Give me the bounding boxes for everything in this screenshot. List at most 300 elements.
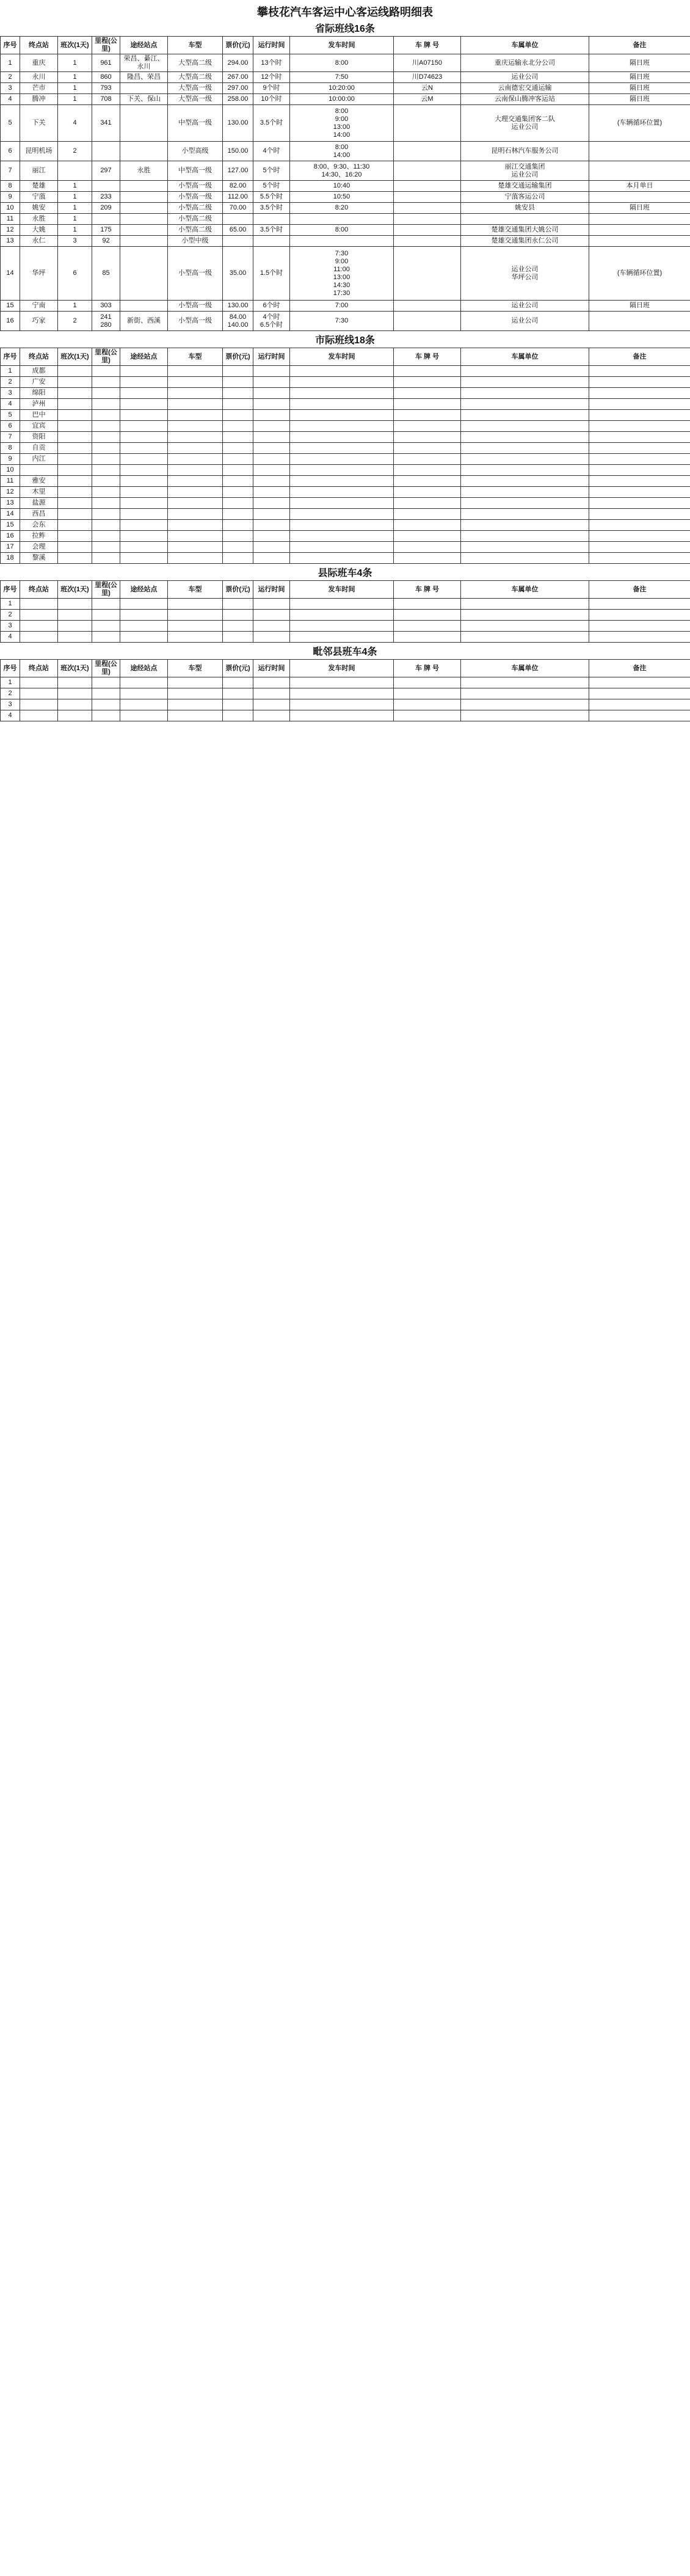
column-header: 车属单位 [461, 37, 589, 54]
cell-type [168, 599, 223, 610]
cell-type [168, 465, 223, 476]
cell-freq [58, 621, 92, 632]
column-header: 序号 [1, 660, 20, 677]
cell-plate [394, 509, 461, 520]
cell-type: 小型高一级 [168, 192, 223, 203]
cell-time [253, 542, 290, 553]
cell-fare: 267.00 [223, 72, 253, 83]
cell-km: 233 [92, 192, 120, 203]
cell-type [168, 410, 223, 421]
cell-km [92, 621, 120, 632]
cell-depart [290, 688, 394, 699]
cell-no: 8 [1, 181, 20, 192]
cell-freq: 1 [58, 94, 92, 105]
cell-freq [58, 520, 92, 531]
cell-time [253, 677, 290, 688]
cell-km: 297 [92, 161, 120, 181]
cell-time [253, 610, 290, 621]
cell-depart [290, 432, 394, 443]
cell-no: 18 [1, 553, 20, 564]
cell-plate [394, 421, 461, 432]
cell-dest: 芒市 [20, 83, 58, 94]
table-row [1, 388, 690, 399]
cell-plate [394, 366, 461, 377]
column-header: 里程(公里) [92, 348, 120, 366]
cell-owner [461, 366, 589, 377]
cell-dest: 永仁 [20, 236, 58, 247]
cell-time [253, 632, 290, 643]
column-header: 序号 [1, 348, 20, 366]
cell-freq: 1 [58, 225, 92, 236]
cell-freq [58, 599, 92, 610]
cell-depart: 10:20:00 [290, 83, 394, 94]
cell-freq [58, 677, 92, 688]
cell-remark [589, 142, 690, 161]
route-table [0, 659, 690, 721]
cell-no: 5 [1, 105, 20, 142]
cell-owner [461, 388, 589, 399]
cell-type [168, 699, 223, 710]
cell-owner [461, 710, 589, 721]
cell-dest: 会理 [20, 542, 58, 553]
cell-via [120, 487, 168, 498]
cell-freq [58, 432, 92, 443]
table-row [1, 105, 690, 142]
cell-freq [58, 632, 92, 643]
column-header: 途经站点 [120, 348, 168, 366]
cell-remark [589, 192, 690, 203]
cell-freq [58, 421, 92, 432]
table-row [1, 214, 690, 225]
cell-fare: 70.00 [223, 203, 253, 214]
cell-via [120, 105, 168, 142]
cell-time [253, 410, 290, 421]
cell-no: 7 [1, 432, 20, 443]
cell-remark: 隔日班 [589, 94, 690, 105]
cell-dest: 姚安 [20, 203, 58, 214]
cell-depart: 7:50 [290, 72, 394, 83]
table-row [1, 301, 690, 312]
cell-time: 10个时 [253, 94, 290, 105]
cell-remark [589, 214, 690, 225]
cell-remark [589, 161, 690, 181]
cell-depart [290, 476, 394, 487]
cell-dest: 黎溪 [20, 553, 58, 564]
table-row [1, 710, 690, 721]
cell-type [168, 366, 223, 377]
cell-via [120, 542, 168, 553]
section-title: 市际班线18条 [315, 335, 375, 346]
cell-time [253, 454, 290, 465]
column-header: 发车时间 [290, 581, 394, 599]
cell-remark [589, 388, 690, 399]
cell-time [253, 377, 290, 388]
cell-via [120, 377, 168, 388]
cell-dest: 泸州 [20, 399, 58, 410]
cell-no: 15 [1, 520, 20, 531]
cell-freq [58, 454, 92, 465]
cell-km [92, 476, 120, 487]
cell-freq [58, 443, 92, 454]
cell-depart: 10:40 [290, 181, 394, 192]
table-header-row [1, 581, 690, 599]
sections-container [0, 21, 690, 721]
cell-type: 小型高一级 [168, 181, 223, 192]
cell-time: 3.5个时 [253, 105, 290, 142]
cell-no: 1 [1, 677, 20, 688]
table-row [1, 377, 690, 388]
cell-plate [394, 531, 461, 542]
cell-plate [394, 621, 461, 632]
cell-via [120, 498, 168, 509]
cell-depart [290, 632, 394, 643]
cell-remark [589, 476, 690, 487]
cell-freq [58, 531, 92, 542]
cell-no: 10 [1, 465, 20, 476]
cell-km: 175 [92, 225, 120, 236]
cell-no: 7 [1, 161, 20, 181]
cell-freq: 1 [58, 181, 92, 192]
cell-no: 2 [1, 610, 20, 621]
cell-owner [461, 487, 589, 498]
cell-type: 中型高一级 [168, 161, 223, 181]
cell-plate [394, 181, 461, 192]
cell-time [253, 399, 290, 410]
column-header: 终点站 [20, 348, 58, 366]
cell-fare [223, 531, 253, 542]
cell-remark: 隔日班 [589, 301, 690, 312]
cell-remark [589, 377, 690, 388]
cell-fare [223, 388, 253, 399]
cell-plate [394, 610, 461, 621]
cell-depart [290, 487, 394, 498]
cell-via [120, 476, 168, 487]
cell-via [120, 688, 168, 699]
cell-depart: 8:00、9:30、11:30 14:30、16:20 [290, 161, 394, 181]
cell-dest: 雅安 [20, 476, 58, 487]
cell-fare [223, 366, 253, 377]
cell-freq: 1 [58, 83, 92, 94]
cell-depart [290, 421, 394, 432]
cell-owner [461, 599, 589, 610]
cell-freq [58, 161, 92, 181]
cell-dest: 拉鲊 [20, 531, 58, 542]
column-header: 途经站点 [120, 660, 168, 677]
cell-plate: 川D74623 [394, 72, 461, 83]
cell-plate [394, 388, 461, 399]
column-header: 途经站点 [120, 37, 168, 54]
cell-time: 13个时 [253, 54, 290, 72]
cell-fare [223, 599, 253, 610]
cell-type: 大型高二级 [168, 72, 223, 83]
cell-km [92, 531, 120, 542]
table-row [1, 688, 690, 699]
table-row [1, 312, 690, 331]
cell-dest: 会东 [20, 520, 58, 531]
cell-type [168, 520, 223, 531]
table-row [1, 247, 690, 301]
cell-km: 860 [92, 72, 120, 83]
cell-dest: 昆明机场 [20, 142, 58, 161]
cell-remark [589, 688, 690, 699]
cell-depart [290, 599, 394, 610]
cell-dest: 内江 [20, 454, 58, 465]
cell-via: 下关、保山 [120, 94, 168, 105]
cell-dest [20, 688, 58, 699]
cell-depart [290, 509, 394, 520]
cell-plate [394, 236, 461, 247]
cell-depart [290, 677, 394, 688]
cell-km [92, 366, 120, 377]
column-header: 班次(1天) [58, 348, 92, 366]
cell-type [168, 487, 223, 498]
cell-remark [589, 366, 690, 377]
table-row [1, 699, 690, 710]
table-row [1, 632, 690, 643]
cell-km [92, 142, 120, 161]
cell-no: 3 [1, 621, 20, 632]
cell-depart: 10:00:00 [290, 94, 394, 105]
cell-type: 大型高一级 [168, 83, 223, 94]
cell-remark: (车辆循环位置) [589, 105, 690, 142]
cell-fare: 127.00 [223, 161, 253, 181]
cell-depart [290, 553, 394, 564]
column-header: 车属单位 [461, 348, 589, 366]
cell-via [120, 225, 168, 236]
cell-freq [58, 610, 92, 621]
table-row [1, 454, 690, 465]
cell-plate [394, 432, 461, 443]
cell-type [168, 443, 223, 454]
cell-remark [589, 399, 690, 410]
cell-time [253, 621, 290, 632]
cell-km: 341 [92, 105, 120, 142]
cell-owner [461, 632, 589, 643]
cell-type: 中型高一级 [168, 105, 223, 142]
cell-no: 12 [1, 487, 20, 498]
cell-fare [223, 476, 253, 487]
cell-dest: 楚雄 [20, 181, 58, 192]
cell-owner [461, 432, 589, 443]
cell-km: 209 [92, 203, 120, 214]
cell-via [120, 699, 168, 710]
cell-owner [461, 443, 589, 454]
cell-type [168, 553, 223, 564]
column-header: 车属单位 [461, 660, 589, 677]
cell-plate [394, 142, 461, 161]
column-header: 里程(公里) [92, 581, 120, 599]
cell-fare: 150.00 [223, 142, 253, 161]
column-header: 运行时间 [253, 581, 290, 599]
cell-via [120, 192, 168, 203]
cell-fare [223, 399, 253, 410]
cell-owner: 运业公司 [461, 301, 589, 312]
cell-km [92, 399, 120, 410]
cell-time [253, 699, 290, 710]
cell-dest [20, 610, 58, 621]
cell-dest [20, 710, 58, 721]
cell-via [120, 181, 168, 192]
cell-freq [58, 388, 92, 399]
cell-plate [394, 688, 461, 699]
cell-owner [461, 542, 589, 553]
cell-time [253, 487, 290, 498]
cell-depart [290, 443, 394, 454]
cell-km [92, 388, 120, 399]
cell-remark [589, 432, 690, 443]
cell-dest [20, 699, 58, 710]
cell-fare [223, 214, 253, 225]
cell-owner [461, 476, 589, 487]
cell-type [168, 632, 223, 643]
cell-freq [58, 509, 92, 520]
cell-no: 3 [1, 83, 20, 94]
cell-depart [290, 410, 394, 421]
table-row [1, 542, 690, 553]
table-row [1, 599, 690, 610]
cell-dest: 巴中 [20, 410, 58, 421]
cell-no: 4 [1, 94, 20, 105]
cell-depart [290, 531, 394, 542]
cell-km [92, 520, 120, 531]
cell-plate [394, 301, 461, 312]
cell-time [253, 531, 290, 542]
cell-owner: 姚安县 [461, 203, 589, 214]
column-header: 班次(1天) [58, 660, 92, 677]
cell-fare [223, 677, 253, 688]
cell-time: 1.5个时 [253, 247, 290, 301]
cell-freq [58, 410, 92, 421]
cell-fare: 82.00 [223, 181, 253, 192]
column-header: 班次(1天) [58, 37, 92, 54]
cell-via [120, 710, 168, 721]
cell-owner [461, 699, 589, 710]
cell-owner [461, 377, 589, 388]
table-row [1, 487, 690, 498]
cell-type: 大型高二级 [168, 54, 223, 72]
cell-depart [290, 699, 394, 710]
cell-via [120, 454, 168, 465]
cell-via [120, 236, 168, 247]
cell-km [92, 688, 120, 699]
cell-via [120, 553, 168, 564]
cell-remark [589, 421, 690, 432]
cell-remark [589, 599, 690, 610]
cell-plate [394, 487, 461, 498]
cell-plate [394, 377, 461, 388]
column-header: 途经站点 [120, 581, 168, 599]
cell-freq: 1 [58, 54, 92, 72]
cell-type [168, 710, 223, 721]
cell-freq [58, 476, 92, 487]
column-header: 车型 [168, 581, 223, 599]
cell-owner: 楚雄交通运输集团 [461, 181, 589, 192]
cell-plate [394, 312, 461, 331]
cell-dest: 华坪 [20, 247, 58, 301]
column-header: 发车时间 [290, 37, 394, 54]
cell-via [120, 301, 168, 312]
cell-plate [394, 498, 461, 509]
cell-dest: 西昌 [20, 509, 58, 520]
column-header: 运行时间 [253, 37, 290, 54]
cell-time [253, 465, 290, 476]
cell-dest: 宁南 [20, 301, 58, 312]
cell-time [253, 509, 290, 520]
cell-time [253, 432, 290, 443]
cell-time [253, 599, 290, 610]
cell-via [120, 83, 168, 94]
table-row [1, 142, 690, 161]
cell-depart [290, 399, 394, 410]
cell-owner: 丽江交通集团 运业公司 [461, 161, 589, 181]
cell-plate [394, 161, 461, 181]
cell-remark [589, 509, 690, 520]
cell-freq: 1 [58, 192, 92, 203]
cell-type [168, 542, 223, 553]
column-header: 车型 [168, 660, 223, 677]
cell-owner [461, 421, 589, 432]
cell-depart [290, 610, 394, 621]
cell-depart [290, 388, 394, 399]
cell-freq: 1 [58, 203, 92, 214]
cell-via [120, 142, 168, 161]
cell-time: 5个时 [253, 161, 290, 181]
cell-km: 793 [92, 83, 120, 94]
cell-plate [394, 105, 461, 142]
table-row [1, 225, 690, 236]
cell-type [168, 399, 223, 410]
cell-type: 大型高一级 [168, 94, 223, 105]
cell-owner [461, 410, 589, 421]
table-row [1, 553, 690, 564]
cell-no: 4 [1, 710, 20, 721]
cell-fare: 258.00 [223, 94, 253, 105]
cell-no: 13 [1, 236, 20, 247]
cell-dest: 腾冲 [20, 94, 58, 105]
table-row [1, 520, 690, 531]
cell-via: 荣昌、綦江、永川 [120, 54, 168, 72]
cell-plate [394, 214, 461, 225]
column-header: 车型 [168, 37, 223, 54]
cell-plate [394, 710, 461, 721]
section-title: 县际班车4条 [318, 568, 372, 578]
cell-freq: 6 [58, 247, 92, 301]
table-row [1, 432, 690, 443]
cell-time: 5.5个时 [253, 192, 290, 203]
cell-time [253, 553, 290, 564]
cell-plate [394, 399, 461, 410]
cell-plate [394, 553, 461, 564]
column-header: 备注 [589, 37, 690, 54]
cell-type: 小型高二级 [168, 203, 223, 214]
cell-remark [589, 699, 690, 710]
cell-via: 永胜 [120, 161, 168, 181]
cell-plate [394, 476, 461, 487]
cell-depart: 10:50 [290, 192, 394, 203]
cell-owner: 重庆运输永北分公司 [461, 54, 589, 72]
cell-dest: 宜宾 [20, 421, 58, 432]
cell-remark [589, 710, 690, 721]
cell-plate [394, 454, 461, 465]
cell-km: 303 [92, 301, 120, 312]
cell-via [120, 621, 168, 632]
column-header: 车 牌 号 [394, 348, 461, 366]
cell-owner [461, 399, 589, 410]
cell-fare: 112.00 [223, 192, 253, 203]
cell-no: 2 [1, 688, 20, 699]
column-header: 班次(1天) [58, 581, 92, 599]
cell-via [120, 366, 168, 377]
